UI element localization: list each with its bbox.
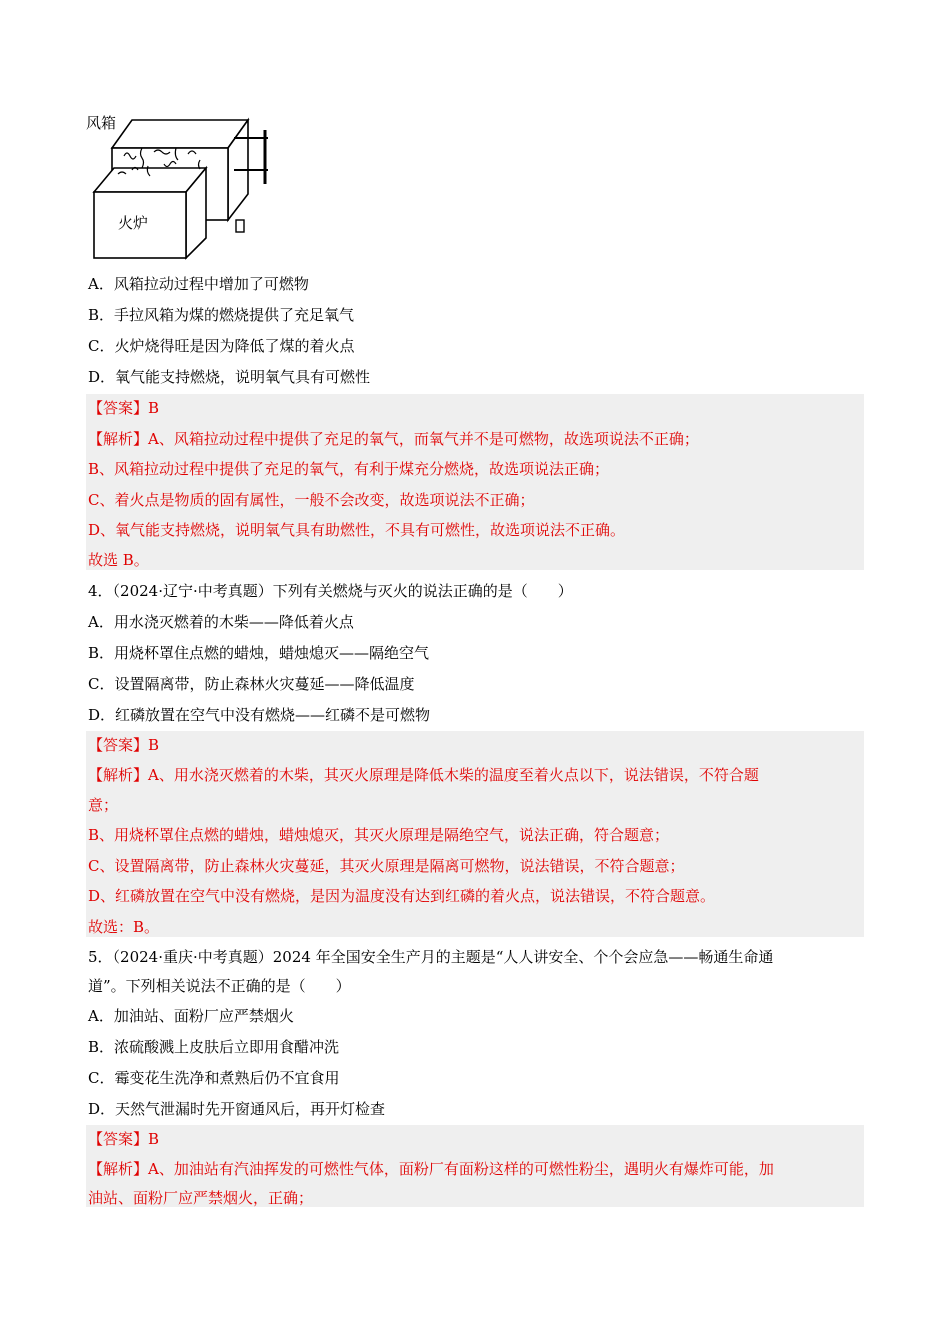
q4-analysis-line: C、设置隔离带，防止森林火灾蔓延，其灭火原理是隔离可燃物，说法错误，不符合题意； bbox=[88, 857, 685, 875]
q4-conclusion: 故选：B。 bbox=[88, 918, 160, 936]
q4-option-d: D．红磷放置在空气中没有燃烧——红磷不是可燃物 bbox=[88, 706, 431, 724]
q5-analysis-line: 油站、面粉厂应严禁烟火，正确； bbox=[88, 1189, 314, 1207]
q3-conclusion: 故选 B。 bbox=[88, 551, 149, 569]
q5-option-a: A．加油站、面粉厂应严禁烟火 bbox=[88, 1007, 294, 1025]
q4-analysis-line: D、红磷放置在空气中没有燃烧，是因为温度没有达到红磷的着火点，说法错误，不符合题意。 bbox=[88, 887, 716, 905]
q3-option-b: B．手拉风箱为煤的燃烧提供了充足氧气 bbox=[88, 306, 355, 324]
q4-answer: 【答案】B bbox=[88, 736, 160, 754]
q3-option-c: C．火炉烧得旺是因为降低了煤的着火点 bbox=[88, 337, 355, 355]
bellows-label: 风箱 bbox=[86, 114, 117, 132]
q5-answer: 【答案】B bbox=[88, 1130, 160, 1148]
q5-stem-line2: 道”。下列相关说法不正确的是（ ） bbox=[88, 977, 351, 995]
q4-option-c: C．设置隔离带，防止森林火灾蔓延——降低温度 bbox=[88, 675, 415, 693]
q4-analysis-line: B、用烧杯罩住点燃的蜡烛，蜡烛熄灭，其灭火原理是隔绝空气，说法正确，符合题意； bbox=[88, 826, 670, 844]
bellows-top-face bbox=[112, 120, 248, 148]
q4-option-b: B．用烧杯罩住点燃的蜡烛，蜡烛熄灭——隔绝空气 bbox=[88, 644, 430, 662]
bellows-furnace-figure bbox=[84, 108, 284, 268]
q3-answer-box bbox=[86, 394, 864, 570]
q5-option-c: C．霉变花生洗净和煮熟后仍不宜食用 bbox=[88, 1069, 340, 1087]
q5-option-b: B．浓硫酸溅上皮肤后立即用食醋冲洗 bbox=[88, 1038, 340, 1056]
bellows-leg-right bbox=[236, 220, 244, 232]
q5-option-d: D．天然气泄漏时先开窗通风后，再开灯检查 bbox=[88, 1100, 386, 1118]
q4-option-a: A．用水浇灭燃着的木柴——降低着火点 bbox=[88, 613, 354, 631]
q3-analysis-line: 【解析】A、风箱拉动过程中提供了充足的氧气，而氧气并不是可燃物，故选项说法不正确； bbox=[88, 430, 699, 448]
furnace-label: 火炉 bbox=[118, 214, 149, 232]
q4-analysis-line: 【解析】A、用水浇灭燃着的木柴，其灭火原理是降低木柴的温度至着火点以下，说法错误，不符合题 bbox=[88, 766, 759, 784]
q5-analysis-line: 【解析】A、加油站有汽油挥发的可燃性气体，面粉厂有面粉这样的可燃性粉尘，遇明火有爆炸可能，加 bbox=[88, 1160, 774, 1178]
q5-stem-line1: 5．（2024·重庆·中考真题）2024 年全国安全生产月的主题是“人人讲安全、个个会应急——畅通生命通 bbox=[88, 948, 774, 966]
q3-option-a: A．风箱拉动过程中增加了可燃物 bbox=[88, 275, 309, 293]
q4-analysis-line: 意； bbox=[88, 796, 119, 814]
q3-analysis-line: D、氧气能支持燃烧，说明氧气具有助燃性，不具有可燃性，故选项说法不正确。 bbox=[88, 521, 626, 539]
q4-stem: 4．（2024·辽宁·中考真题）下列有关燃烧与灭火的说法正确的是（ ） bbox=[88, 582, 573, 600]
q3-answer: 【答案】B bbox=[88, 399, 160, 417]
q3-analysis-line: B、风箱拉动过程中提供了充足的氧气，有利于煤充分燃烧，故选项说法正确； bbox=[88, 460, 610, 478]
q3-analysis-line: C、着火点是物质的固有属性，一般不会改变，故选项说法不正确； bbox=[88, 491, 535, 509]
q3-option-d: D．氧气能支持燃烧，说明氧气具有可燃性 bbox=[88, 368, 371, 386]
